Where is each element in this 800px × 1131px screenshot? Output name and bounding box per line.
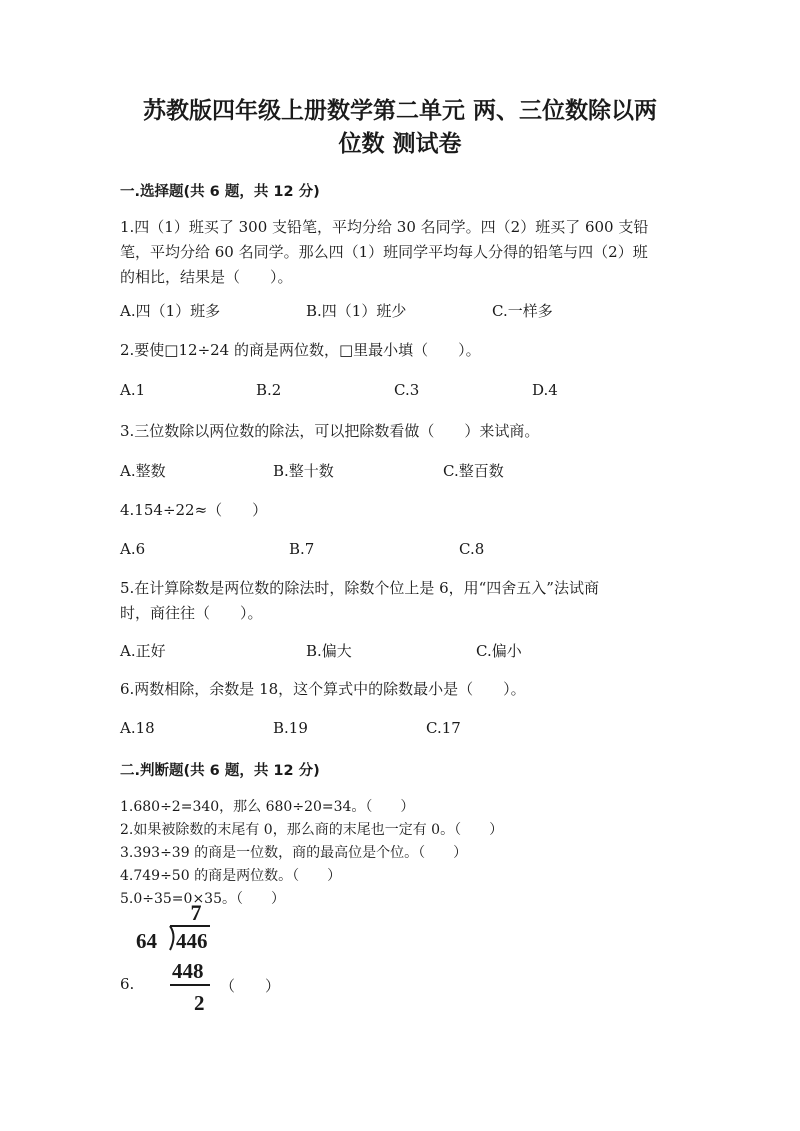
q4-option-c[interactable]: C.8 bbox=[459, 540, 485, 558]
q4-option-a[interactable]: A.6 bbox=[120, 540, 146, 558]
q1-option-a[interactable]: A.四（1）班多 bbox=[120, 302, 221, 320]
question-3: 3.三位数除以两位数的除法，可以把除数看做（ ）来试商。 bbox=[120, 422, 540, 440]
q6-option-b[interactable]: B.19 bbox=[273, 719, 308, 737]
judge-item-5: 5.0÷35=0×35。（ ） bbox=[120, 891, 285, 907]
q5-option-c[interactable]: C.偏小 bbox=[476, 642, 522, 660]
question-4: 4.154÷22≈（ ） bbox=[120, 501, 268, 519]
q6-option-c[interactable]: C.17 bbox=[426, 719, 461, 737]
division-remainder: 2 bbox=[194, 991, 205, 1015]
question-1-line-2: 笔，平均分给 60 名同学。那么四（1）班同学平均每人分得的铅笔与四（2）班 bbox=[120, 243, 648, 261]
q1-option-b[interactable]: B.四（1）班少 bbox=[306, 302, 407, 320]
title-line-2: 位数 测试卷 bbox=[338, 130, 462, 157]
division-dividend: 446 bbox=[176, 929, 208, 953]
division-quotient: 7 bbox=[190, 900, 202, 925]
division-bracket bbox=[170, 926, 174, 950]
q6-option-a[interactable]: A.18 bbox=[120, 719, 155, 737]
question-1-line-1: 1.四（1）班买了 300 支铅笔，平均分给 30 名同学。四（2）班买了 600 支铅 bbox=[120, 218, 649, 236]
q5-option-b[interactable]: B.偏大 bbox=[306, 642, 352, 660]
division-product: 448 bbox=[172, 959, 204, 983]
question-5 bbox=[120, 576, 680, 626]
long-division-figure bbox=[130, 900, 230, 1020]
question-5-line-1: 5.在计算除数是两位数的除法时，除数个位上是 6，用“四舍五入”法试商 bbox=[120, 579, 599, 597]
q2-option-c[interactable]: C.3 bbox=[394, 381, 420, 399]
q4-option-b[interactable]: B.7 bbox=[289, 540, 315, 558]
question-1 bbox=[120, 215, 680, 290]
question-5-line-2: 时，商往往（ ）。 bbox=[120, 604, 263, 622]
judge-item-1: 1.680÷2=340，那么 680÷20=34。（ ） bbox=[120, 799, 415, 815]
page-title bbox=[100, 94, 700, 160]
question-2: 2.要使□12÷24 的商是两位数，□里最小填（ ）。 bbox=[120, 341, 481, 359]
judge-item-2: 2.如果被除数的末尾有 0，那么商的末尾也一定有 0。（ ） bbox=[120, 822, 504, 838]
section-heading-choice: 一.选择题(共 6 题，共 12 分) bbox=[120, 184, 320, 200]
judge-item-6-label: 6. bbox=[120, 975, 135, 993]
judge-item-3: 3.393÷39 的商是一位数，商的最高位是个位。（ ） bbox=[120, 845, 468, 861]
title-line-1: 苏教版四年级上册数学第二单元 两、三位数除以两 bbox=[142, 97, 657, 124]
judge-item-6-answer: （ ） bbox=[220, 977, 281, 995]
division-divisor: 64 bbox=[136, 929, 157, 953]
judge-item-4: 4.749÷50 的商是两位数。（ ） bbox=[120, 868, 342, 884]
q1-option-c[interactable]: C.一样多 bbox=[492, 302, 553, 320]
q5-option-a[interactable]: A.正好 bbox=[120, 642, 166, 660]
q2-option-d[interactable]: D.4 bbox=[532, 381, 558, 399]
question-1-line-3: 的相比，结果是（ ）。 bbox=[120, 268, 293, 286]
q3-option-a[interactable]: A.整数 bbox=[120, 462, 166, 480]
q2-option-b[interactable]: B.2 bbox=[256, 381, 282, 399]
question-6: 6.两数相除，余数是 18，这个算式中的除数最小是（ ）。 bbox=[120, 680, 526, 698]
q3-option-c[interactable]: C.整百数 bbox=[443, 462, 504, 480]
section-heading-judge: 二.判断题(共 6 题，共 12 分) bbox=[120, 763, 320, 779]
q2-option-a[interactable]: A.1 bbox=[120, 381, 146, 399]
q3-option-b[interactable]: B.整十数 bbox=[273, 462, 334, 480]
